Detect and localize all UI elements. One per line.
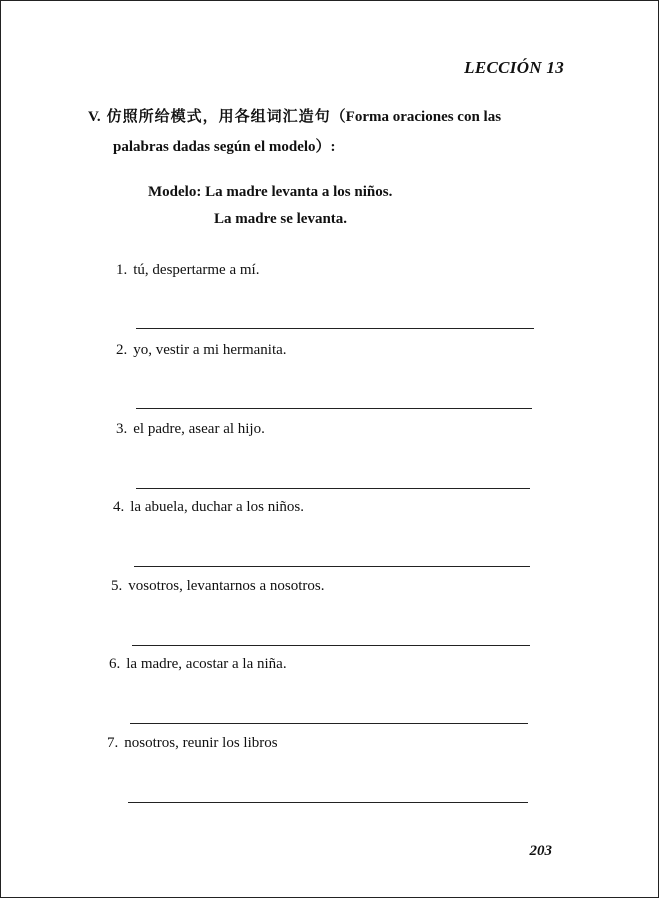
- answer-line-7[interactable]: [128, 802, 528, 803]
- exercise-title-spanish-1: （Forma oraciones con las: [330, 109, 502, 125]
- answer-line-6[interactable]: [130, 723, 528, 724]
- model-sentence-1: La madre levanta a los niños.: [205, 184, 393, 200]
- exercise-title-chinese: 仿照所给模式，用各组词汇造句: [106, 107, 331, 125]
- item-text: la madre, acostar a la niña.: [126, 656, 287, 672]
- answer-line-4[interactable]: [134, 566, 530, 567]
- exercise-heading: [88, 105, 588, 126]
- item-number: 7.: [107, 735, 119, 751]
- answer-line-3[interactable]: [136, 488, 530, 489]
- model-label: Modelo:: [148, 184, 202, 200]
- exercise-item-2: [116, 342, 287, 359]
- item-number: 4.: [113, 499, 125, 515]
- page-number: 203: [529, 843, 552, 859]
- item-text: tú, despertarme a mí.: [133, 262, 260, 278]
- item-number: 1.: [116, 262, 128, 278]
- item-text: la abuela, duchar a los niños.: [130, 499, 304, 515]
- exercise-item-6: [109, 656, 287, 673]
- model-line-1: [148, 184, 392, 201]
- item-text: yo, vestir a mi hermanita.: [133, 342, 287, 358]
- exercise-item-4: [113, 499, 304, 516]
- item-number: 2.: [116, 342, 128, 358]
- exercise-item-1: [116, 262, 259, 279]
- item-number: 3.: [116, 421, 128, 437]
- exercise-number: V.: [88, 109, 101, 125]
- exercise-item-7: [107, 735, 278, 752]
- item-text: nosotros, reunir los libros: [124, 735, 278, 751]
- exercise-item-3: [116, 421, 265, 438]
- exercise-title-spanish-2: palabras dadas según el modelo）:: [113, 139, 336, 155]
- model-sentence-2: La madre se levanta.: [214, 211, 348, 227]
- answer-line-5[interactable]: [132, 645, 530, 646]
- lesson-title: LECCIÓN 13: [464, 58, 564, 77]
- item-number: 6.: [109, 656, 121, 672]
- exercise-item-5: [111, 578, 324, 595]
- answer-line-1[interactable]: [136, 328, 534, 329]
- item-number: 5.: [111, 578, 123, 594]
- item-text: el padre, asear al hijo.: [133, 421, 265, 437]
- answer-line-2[interactable]: [136, 408, 532, 409]
- item-text: vosotros, levantarnos a nosotros.: [128, 578, 325, 594]
